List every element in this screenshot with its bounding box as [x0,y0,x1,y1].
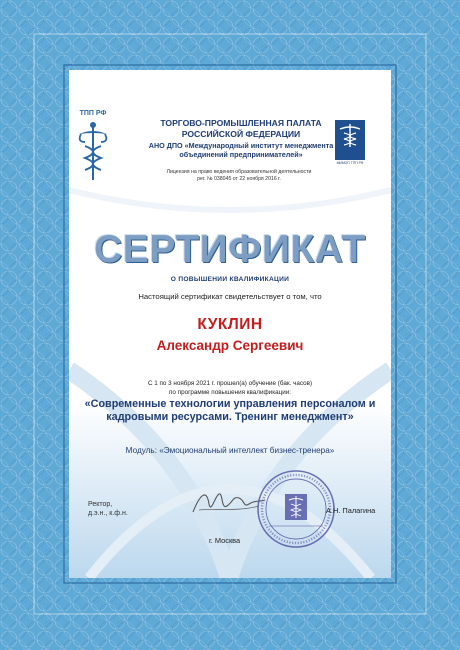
org-line-2: РОССИЙСКОЙ ФЕДЕРАЦИИ [181,128,301,139]
certificate-subtitle: О ПОВЫШЕНИИ КВАЛИФИКАЦИИ [170,276,290,283]
certificate-title: СЕРТИФИКАТ [94,228,366,271]
org-line-1: ТОРГОВО-ПРОМЫШЛЕННАЯ ПАЛАТА [160,118,322,128]
institute-title [127,141,355,159]
module-title: Модуль: «Эмоциональный интеллект бизнес-тренера» [125,446,335,455]
license-info [129,169,349,182]
inst-line-1: АНО ДПО «Международный институт менеджмента [148,141,334,150]
dates-line-1: С 1 по 3 ноября 2021 г. прошел(а) обучение (бак. часов) [147,380,313,387]
signer-name: А.Н. Палагина [326,506,376,515]
training-dates [69,379,391,397]
dates-line-2: по программе повышения квалификации: [169,389,291,396]
rector-title [88,500,128,518]
program-title: «Современные технологии управления персоналом и кадровыми ресурсами. Тренинг менеджмент» [84,398,376,423]
caduceus-logo-icon [75,120,111,182]
tpp-logo-label: ТПП РФ [79,110,107,117]
license-line-1: Лицензия на право ведения образовательной деятельности [166,169,312,175]
rector-line-1: Ректор, [88,501,113,508]
certificate-intro: Настоящий сертификат свидетельствует о том, что [138,292,322,301]
issue-city: г. Москва [209,536,241,545]
inst-line-2: объединений предпринимателей» [179,150,303,159]
recipient-surname: КУКЛИН [197,316,263,333]
certificate-body [69,70,391,578]
license-line-2: рег. № 038045 от 22 ноября 2016 г. [197,175,281,182]
recipient-given-names: Александр Сергеевич [156,338,304,353]
rector-line-2: д.э.н., к.ф.н. [88,510,128,517]
institute-logo-label: МИМОП ТПП РФ [336,161,364,165]
organization-title [131,118,351,139]
official-stamp [255,468,337,550]
